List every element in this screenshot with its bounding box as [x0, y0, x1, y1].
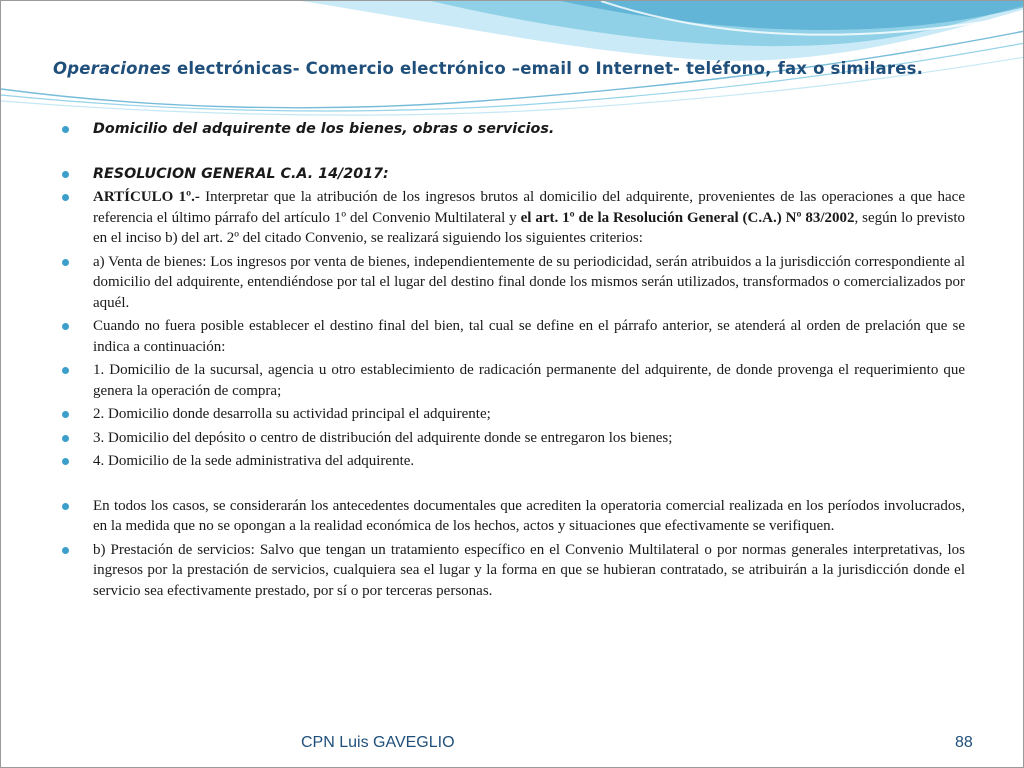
bullet-dot	[62, 126, 69, 133]
bullet-dot	[62, 411, 69, 418]
bullet-text: RESOLUCION GENERAL C.A. 14/2017:	[93, 165, 389, 182]
footer-page-number: 88	[955, 734, 973, 751]
bullet-text: 4. Domicilio de la sede administrativa del adquirente.	[93, 453, 415, 469]
bullet-dot	[62, 367, 69, 374]
bullet-prelacion-1	[62, 360, 965, 401]
bullet-dot	[62, 435, 69, 442]
bullet-dot	[62, 503, 69, 510]
bullet-text: b) Prestación de servicios: Salvo que tengan un tratamiento específico en el Convenio Multilateral o por normas generales interpretativas, los ingresos por la prestación de servicios, cualquiera sea el lugar y la forma en que se hubieran contratado, se atribuirán a la jurisdicción donde el servicio sea efectivamente prestado, por sí o por terceras personas.	[93, 541, 965, 599]
bullet-dot	[62, 194, 69, 201]
bullet-list	[62, 119, 965, 604]
bullet-prelacion-3	[62, 428, 965, 449]
bullet-destino-final	[62, 316, 965, 357]
bullet-text: a) Venta de bienes: Los ingresos por venta de bienes, independientemente de su periodicidad, serán atribuidos a la jurisdicción correspondiente al domicilio del adquirente, entendiéndose por tal el lugar del destino final donde los mismos serán utilizados, transformados o comercializados por aquél.	[93, 253, 965, 311]
bullet-dot	[62, 171, 69, 178]
bullet-prestacion-servicios	[62, 540, 965, 602]
bullet-lead: ARTÍCULO 1º.-	[93, 189, 200, 205]
slide-title	[53, 58, 983, 79]
bullet-text: , según lo previsto en el inciso b) del art. 2º del citado Convenio, se realizará siguiendo los siguientes criterios:	[93, 209, 965, 246]
slide-title-lead: Operaciones	[53, 59, 172, 78]
slide-title-rest: electrónicas- Comercio electrónico –email o Internet- teléfono, fax o similares.	[171, 59, 924, 78]
bullet-text: En todos los casos, se considerarán los antecedentes documentales que acrediten la operatoria comercial realizada en los períodos involucrados, en la medida que no se opongan a la realidad económica de los hechos, actos y situaciones que efectivamente se verifiquen.	[93, 497, 965, 534]
bullet-prelacion-2	[62, 404, 965, 425]
bullet-bold-reference: el art. 1º de la Resolución General (C.A.) Nº 83/2002	[520, 209, 855, 226]
spacer	[62, 475, 965, 496]
bullet-text: Domicilio del adquirente de los bienes, obras o servicios.	[93, 121, 555, 137]
bullet-dot	[62, 547, 69, 554]
bullet-text: Interpretar que la atribución de los ingresos brutos al domicilio del adquirente, provenientes de las operaciones a que hace referencia el último párrafo del artículo 1º del Convenio Multilateral y	[93, 189, 965, 226]
bullet-venta-bienes	[62, 252, 965, 314]
bullet-dot	[62, 458, 69, 465]
bullet-text: 2. Domicilio donde desarrolla su actividad principal el adquirente;	[93, 406, 491, 422]
bullet-text: 1. Domicilio de la sucursal, agencia u otro establecimiento de radicación permanente del adquirente, de donde provenga el requerimiento que genera la operación de compra;	[93, 362, 965, 399]
footer-author: CPN Luis GAVEGLIO	[301, 734, 455, 751]
bullet-text: Cuando no fuera posible establecer el destino final del bien, tal cual se define en el párrafo anterior, se atenderá al orden de prelación que se indica a continuación:	[93, 318, 965, 355]
bullet-prelacion-4	[62, 451, 965, 472]
bullet-antecedentes	[62, 496, 965, 537]
bullet-dot	[62, 323, 69, 330]
bullet-articulo	[62, 187, 965, 249]
bullet-text: 3. Domicilio del depósito o centro de distribución del adquirente donde se entregaron los bienes;	[93, 429, 673, 446]
spacer	[62, 143, 965, 164]
bullet-dot	[62, 259, 69, 266]
bullet-domicilio	[62, 119, 965, 140]
bullet-resolucion	[62, 164, 965, 185]
